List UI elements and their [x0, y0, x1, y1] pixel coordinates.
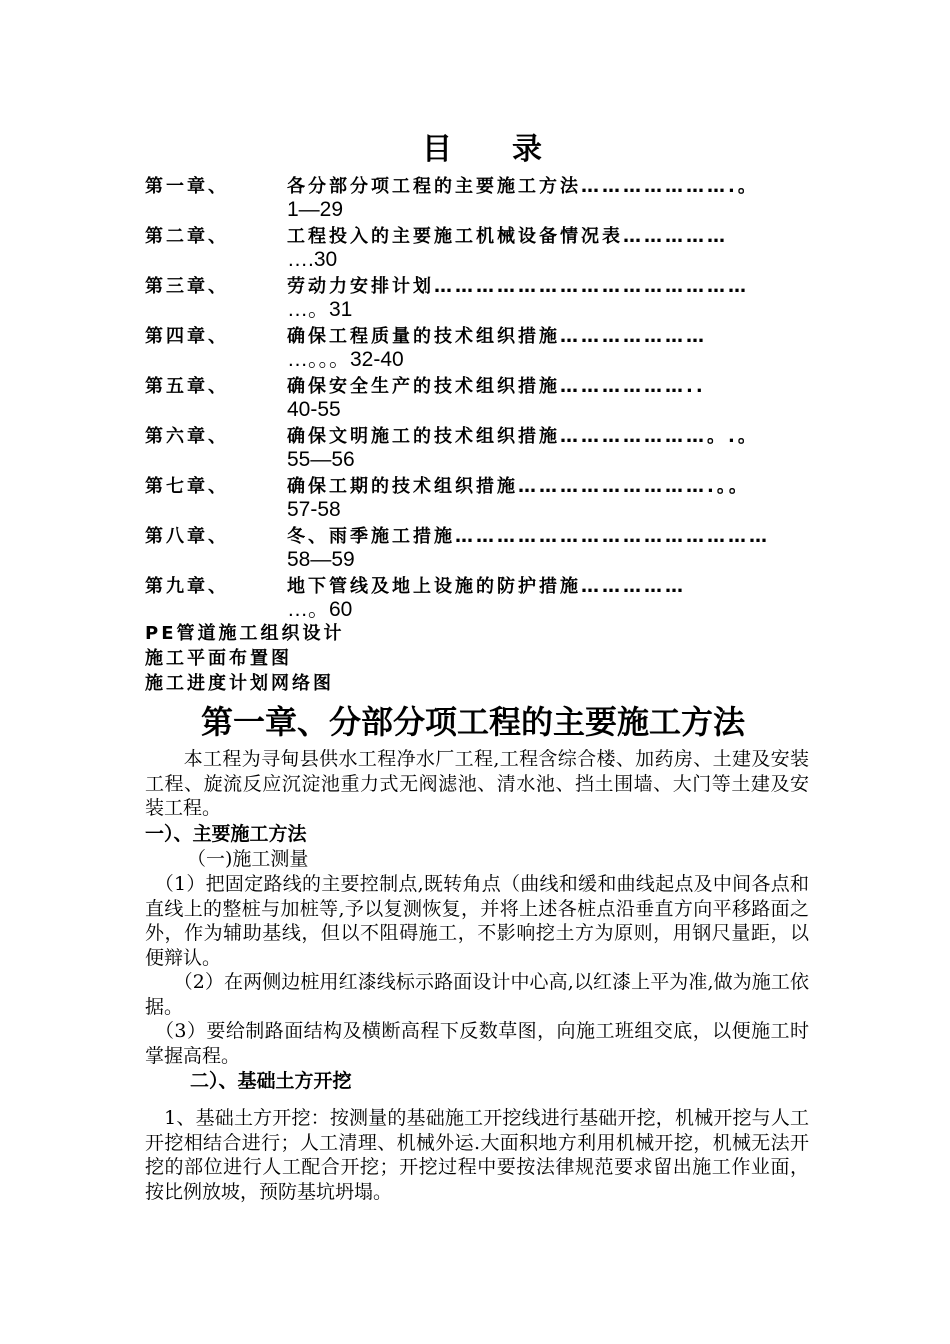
toc-entry-pages: …。60 — [287, 598, 353, 621]
section-heading: 二）、基础土方开挖 — [190, 1070, 352, 1092]
table-of-contents — [145, 172, 825, 622]
chapter-heading: 第一章、分部分项工程的主要施工方法 — [200, 703, 745, 741]
toc-entry — [145, 222, 825, 272]
toc-entry-title: 地下管线及地上设施的防护措施…………… — [287, 576, 686, 597]
toc-title-right: 录 — [512, 132, 544, 167]
paragraph: （1）把固定路线的主要控制点,既转角点（曲线和缓和曲线起点及中间各点和直线上的整桩与加桩等,予以复测恢复，并将上述各桩点沿垂直方向平移路面之外，作为辅助基线，但以不阻碍施工，不影响挖土方为原则，用钢尺量距，以便辩认。 — [145, 873, 809, 969]
toc-extra-item: 施工平面布置图 — [145, 648, 292, 669]
paragraph: 1、基础土方开挖：按测量的基础施工开挖线进行基础开挖，机械开挖与人工开挖相结合进行；人工清理、机械外运.大面积地方利用机械开挖，机械无法开挖的部位进行人工配合开挖；开挖过程中要按法律规范要求留出施工作业面，按比例放坡，预防基坑坍塌。 — [145, 1107, 809, 1203]
toc-chapter-label: 第二章、 — [145, 226, 229, 247]
section-heading: 一）、主要施工方法 — [145, 823, 307, 845]
toc-entry — [145, 522, 825, 572]
toc-entry — [145, 172, 825, 222]
toc-chapter-label: 第六章、 — [145, 426, 229, 447]
toc-entry-title: 劳动力安排计划……………………………………… — [287, 276, 749, 297]
toc-extra-item: 施工进度计划网络图 — [145, 673, 334, 694]
toc-entry-pages: 57-58 — [287, 498, 341, 521]
toc-entry-title: 工程投入的主要施工机械设备情况表…………… — [287, 226, 728, 247]
toc-chapter-label: 第四章、 — [145, 326, 229, 347]
toc-entry — [145, 272, 825, 322]
toc-entry — [145, 322, 825, 372]
toc-title — [8, 130, 950, 170]
toc-entry-pages: 40-55 — [287, 398, 341, 421]
toc-chapter-label: 第一章、 — [145, 176, 229, 197]
toc-entry — [145, 372, 825, 422]
toc-chapter-label: 第五章、 — [145, 376, 229, 397]
toc-entry-title: 确保工期的技术组织措施……………………….。。 — [287, 476, 750, 497]
toc-entry-pages: ….30 — [287, 248, 338, 271]
toc-entry — [145, 572, 825, 622]
paragraph: （2）在两侧边桩用红漆线标示路面设计中心高,以红漆上平为准,做为施工依据。 — [145, 971, 809, 1018]
paragraph: （3）要给制路面结构及横断高程下反数草图，向施工班组交底，以便施工时掌握高程。 — [145, 1020, 809, 1067]
toc-entry-pages: 1—29 — [287, 198, 344, 221]
toc-entry-title: 各分部分项工程的主要施工方法………………….。 — [287, 176, 759, 197]
toc-entry-pages: 58—59 — [287, 548, 355, 571]
toc-entry-pages: 55—56 — [287, 448, 355, 471]
toc-extra-item: PE管道施工组织设计 — [145, 623, 345, 644]
toc-entry — [145, 422, 825, 472]
toc-title-left: 目 — [422, 132, 454, 167]
toc-entry-title: 冬、雨季施工措施……………………………………… — [287, 526, 770, 547]
toc-chapter-label: 第八章、 — [145, 526, 229, 547]
toc-entry-title: 确保工程质量的技术组织措施………………… — [287, 326, 707, 347]
toc-chapter-label: 第三章、 — [145, 276, 229, 297]
intro-paragraph: 本工程为寻甸县供水工程净水厂工程,工程含综合楼、加药房、土建及安装工程、旋流反应沉淀池重力式无阀滤池、清水池、挡土围墙、大门等土建及安装工程。 — [145, 748, 809, 819]
toc-entry-title: 确保文明施工的技术组织措施…………………。.。 — [287, 426, 759, 447]
toc-entry-pages: …。。。32-40 — [287, 348, 404, 371]
subsection-heading: （一)施工测量 — [187, 848, 309, 870]
toc-entry-pages: …。31 — [287, 298, 353, 321]
toc-chapter-label: 第九章、 — [145, 576, 229, 597]
toc-chapter-label: 第七章、 — [145, 476, 229, 497]
toc-entry-title: 确保安全生产的技术组织措施……………….. — [287, 376, 706, 397]
toc-entry — [145, 472, 825, 522]
